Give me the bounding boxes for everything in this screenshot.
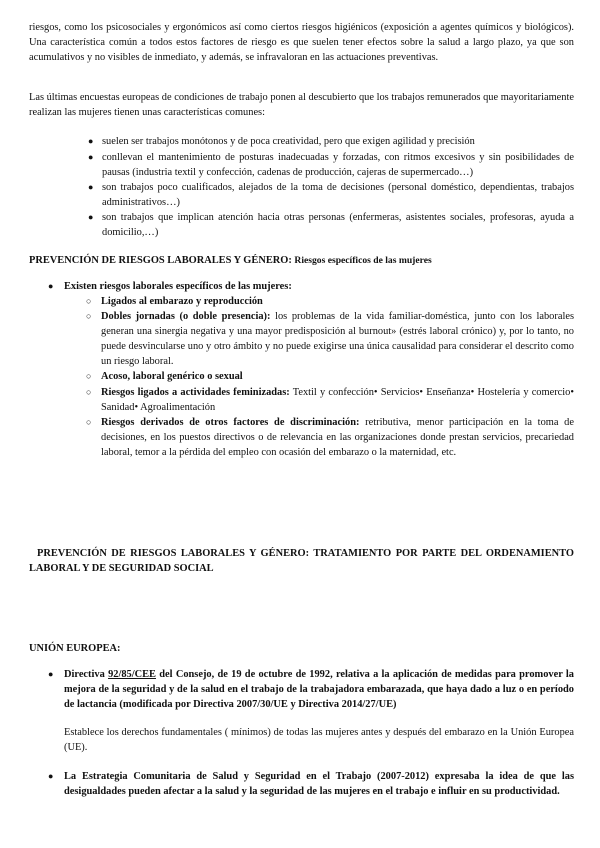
directive-link[interactable]: 92/85/CEE [108, 669, 156, 680]
section-heading-ue: UNIÓN EUROPEA: [29, 643, 121, 654]
item-bold: Acoso, laboral genérico o sexual [101, 371, 243, 382]
list-item: suelen ser trabajos monótonos y de poca creatividad, pero que exigen agilidad y precisión [102, 136, 475, 147]
list-item [64, 667, 574, 712]
sub-bullet-circle: ○ [86, 387, 92, 397]
section-heading-risks [29, 253, 574, 268]
list-item [101, 415, 574, 460]
bullet-dot: ● [88, 212, 94, 222]
section-heading-main: PREVENCIÓN DE RIESGOS LABORALES Y GÉNERO: [29, 255, 292, 266]
bullet-dot: ● [88, 136, 94, 146]
directive-text: del Consejo, de 19 de octubre de 1992, relativa a la aplicación de medidas para promover la mejora de la seguridad y de la salud en el trabajo de la trabajadora embarazada, que haya dado a luz o en período de lactancia (modificada por Directiva 2007/30/UE y Directiva 2014/27/UE) [64, 669, 574, 710]
bullet-dot: ● [48, 771, 54, 781]
main-bullet: Existen riesgos laborales específicos de las mujeres: [64, 281, 292, 292]
directive-paragraph: Establece los derechos fundamentales ( mínimos) de todas las mujeres antes y después del embarazo en la Unión Europea (UE). [64, 727, 574, 753]
item-text: Textil y confección• Servicios• Enseñanza• Hostelería y comercio• Sanidad• Agroalimentación [101, 387, 574, 413]
bullet-dot: ● [88, 152, 94, 162]
list-item [101, 369, 574, 384]
bullet-dot: ● [48, 669, 54, 679]
item-text: los problemas de la vida familiar-doméstica, junto con los laborales generan una sinergia negativa y una mayor predisposición al burnout» (estrés laboral crónico) y, por lo tanto, no puede desvincularse uno y otro ámbito y no puede exigirse una única causalidad para considerar el descrito como un riesgo laboral. [101, 311, 574, 367]
section-heading-sub: Riesgos específicos de las mujeres [294, 255, 432, 266]
bullet-dot: ● [48, 281, 54, 291]
list-item: son trabajos poco cualificados, alejados de la toma de decisiones (personal doméstico, dependientas, trabajos administrativos…) [102, 182, 574, 208]
section-heading-ordenamiento: PREVENCIÓN DE RIESGOS LABORALES Y GÉNERO: TRATAMIENTO POR PARTE DEL ORDENAMIENTO LABORAL Y DE SEGURIDAD SOCIAL [29, 548, 574, 574]
item-bold: Riesgos derivados de otros factores de discriminación: [101, 417, 360, 428]
directive-prefix: Directiva [64, 669, 109, 680]
bullet-dot: ● [88, 182, 94, 192]
item-bold: Ligados al embarazo y reproducción [101, 296, 263, 307]
list-item [101, 309, 574, 369]
list-item [101, 385, 574, 415]
sub-bullet-circle: ○ [86, 417, 92, 427]
list-item: conllevan el mantenimiento de posturas inadecuadas y forzadas, con ritmos excesivos y sin posibilidades de pausas (industria textil y confección, cadenas de producción, cajeras de supermercado…) [102, 152, 574, 178]
item-bold: Dobles jornadas (o doble presencia): [101, 311, 271, 322]
list-item [101, 294, 574, 309]
item-bold: Riesgos ligados a actividades feminizadas: [101, 387, 290, 398]
survey-paragraph: Las últimas encuestas europeas de condiciones de trabajo ponen al descubierto que los trabajos remunerados que mayoritariamente realizan las mujeres tienen unas características comunes: [29, 92, 574, 118]
sub-bullet-circle: ○ [86, 296, 92, 306]
sub-bullet-circle: ○ [86, 311, 92, 321]
list-item: son trabajos que implican atención hacia otras personas (enfermeras, asistentes sociales, profesoras, ayuda a domicilio,…) [102, 212, 574, 238]
sub-bullet-circle: ○ [86, 371, 92, 381]
intro-paragraph: riesgos, como los psicosociales y ergonómicos así como ciertos riesgos higiénicos (exposición a agentes químicos y biológicos). Una característica común a todos estos factores de riesgo es que suelen tener efectos sobre la salud a largo plazo, ya que son acumulativos y no visibles de inmediato, y además, se infravaloran en las actuaciones preventivas. [29, 22, 574, 63]
list-item: La Estrategia Comunitaria de Salud y Seguridad en el Trabajo (2007-2012) expresaba la idea de que las desigualdades pueden afectar a la salud y la seguridad de las mujeres en el trabajo e influir en su productividad. [64, 771, 574, 797]
item-text: retributiva, menor participación en la toma de decisiones, en los puestos directivos o de relevancia en las organizaciones donde prestan servicios, precariedad laboral, temor a la pérdida del empleo con ocasión del embarazo o la maternidad, etc. [101, 417, 574, 458]
